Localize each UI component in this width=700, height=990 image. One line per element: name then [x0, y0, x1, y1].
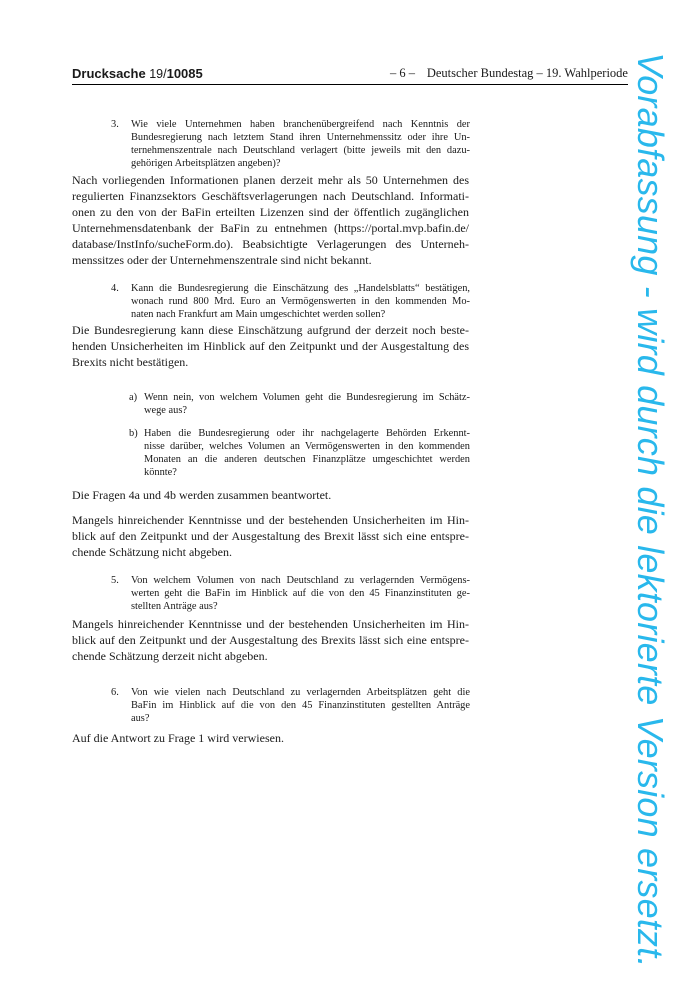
text-line: database/InstInfo/sucheForm.do). Beabsichtigte Verlagerungen des Unterneh-	[72, 237, 469, 251]
question-number: 6.	[111, 687, 119, 698]
institution-label: Deutscher Bundestag – 19. Wahlperiode	[426, 66, 628, 80]
text-line: aus?	[131, 713, 150, 724]
text-line: Auf die Antwort zu Frage 1 wird verwiesen.	[72, 731, 284, 745]
text-line: naten nach Frankfurt am Main umgeschichtet werden sollen?	[131, 309, 386, 320]
text-line: Bundesregierung nach letztem Stand ihren Unternehmenssitz oder ihre Un-	[131, 132, 470, 143]
answer-4ab-intro	[72, 487, 469, 503]
question-number: 3.	[111, 119, 119, 130]
page-number: – 6 –	[390, 66, 415, 80]
question-number: a)	[129, 392, 138, 403]
text-line: menssitzes oder der Unternehmenszentrale sind nicht bekannt.	[72, 253, 372, 267]
doc-label: Drucksache	[72, 66, 146, 81]
question-number: 5.	[111, 575, 119, 586]
question-4b	[129, 427, 470, 479]
text-line: ternehmenszentrale nach Deutschland verlagert (bitte jeweils mit den dazu-	[131, 145, 470, 156]
question-4	[111, 282, 470, 321]
answer-4	[72, 322, 469, 370]
text-line: Kann die Bundesregierung die Einschätzung des „Handelsblatts“ bestätigen,	[131, 283, 470, 294]
text-line: nisse darüber, welches Volumen an Vermögenswerten in den kommenden	[144, 441, 470, 452]
watermark-text: Vorabfassung - wird durch die lektorierte Version ersetzt.	[630, 52, 671, 968]
doc-number: 10085	[166, 66, 203, 81]
text-line: Nach vorliegenden Informationen planen derzeit mehr als 50 Unternehmen des	[72, 173, 469, 187]
text-line: Unternehmensdatenbank der BaFin zu entnehmen (https://portal.mvp.bafin.de/	[72, 221, 469, 235]
text-line: Die Fragen 4a und 4b werden zusammen beantwortet.	[72, 488, 332, 502]
text-line: Mangels hinreichender Kenntnisse und der bestehenden Unsicherheiten im Hin-	[72, 513, 469, 527]
text-line: onen zu den von der BaFin erteilten Lizenzen sind der öffentlich zugänglichen	[72, 205, 469, 219]
text-line: gehörigen Arbeitsplätzen angeben)?	[131, 158, 281, 169]
text-line: Von welchem Volumen von nach Deutschland zu verlagernden Vermögens-	[131, 575, 470, 586]
text-line: chende Schätzung nicht abgeben.	[72, 545, 232, 559]
text-line: henden Unsicherheiten im Hinblick auf den Zeitpunkt und der Ausgestaltung des	[72, 339, 469, 353]
answer-5	[72, 616, 469, 664]
answer-4ab	[72, 512, 469, 560]
text-line: Wie viele Unternehmen haben branchenübergreifend nach Kenntnis der	[131, 119, 470, 130]
question-number: b)	[129, 428, 138, 439]
document-number	[72, 66, 203, 81]
text-line: Haben die Bundesregierung oder ihr nachgelagerte Behörden Erkennt-	[144, 428, 470, 439]
page-header	[72, 66, 628, 85]
text-line: wonach rund 800 Mrd. Euro an Vermögenswerten in den kommenden Mo-	[131, 296, 470, 307]
text-line: Von wie vielen nach Deutschland zu verlagernden Arbeitsplätzen geht die	[131, 687, 470, 698]
draft-watermark	[600, 52, 700, 968]
text-line: Mangels hinreichender Kenntnisse und der bestehenden Unsicherheiten im Hin-	[72, 617, 469, 631]
question-5	[111, 574, 470, 613]
text-line: Brexits nicht bestätigen.	[72, 355, 189, 369]
question-4a	[129, 391, 470, 417]
text-line: könnte?	[144, 467, 177, 478]
text-line: blick auf den Zeitpunkt und der Ausgestaltung des Brexit lässt sich eine entspre-	[72, 529, 469, 543]
text-line: BaFin im Hinblick auf die von den 45 Finanzinstituten gestellten Anträge	[131, 700, 470, 711]
text-line: werten geht die BaFin im Hinblick auf die von den 45 Finanzinstituten ge-	[131, 588, 470, 599]
text-line: Monaten an die anderen deutschen Finanzplätze umgeschichtet werden	[144, 454, 470, 465]
doc-prefix: 19/	[149, 67, 167, 81]
text-line: stellten Anträge aus?	[131, 601, 218, 612]
text-line: regulierten Finanzsektors Geschäftsverlagerungen nach Deutschland. Informati-	[72, 189, 469, 203]
text-line: blick auf den Zeitpunkt und der Ausgestaltung des Brexits lässt sich eine entspre-	[72, 633, 469, 647]
question-3	[111, 118, 470, 170]
text-line: Die Bundesregierung kann diese Einschätzung aufgrund der derzeit noch beste-	[72, 323, 469, 337]
answer-6	[72, 730, 469, 746]
question-number: 4.	[111, 283, 119, 294]
question-6	[111, 686, 470, 725]
text-line: wege aus?	[144, 405, 187, 416]
text-line: Wenn nein, von welchem Volumen geht die Bundesregierung im Schätz-	[144, 392, 470, 403]
answer-3	[72, 172, 469, 268]
text-line: chende Schätzung derzeit nicht abgeben.	[72, 649, 268, 663]
